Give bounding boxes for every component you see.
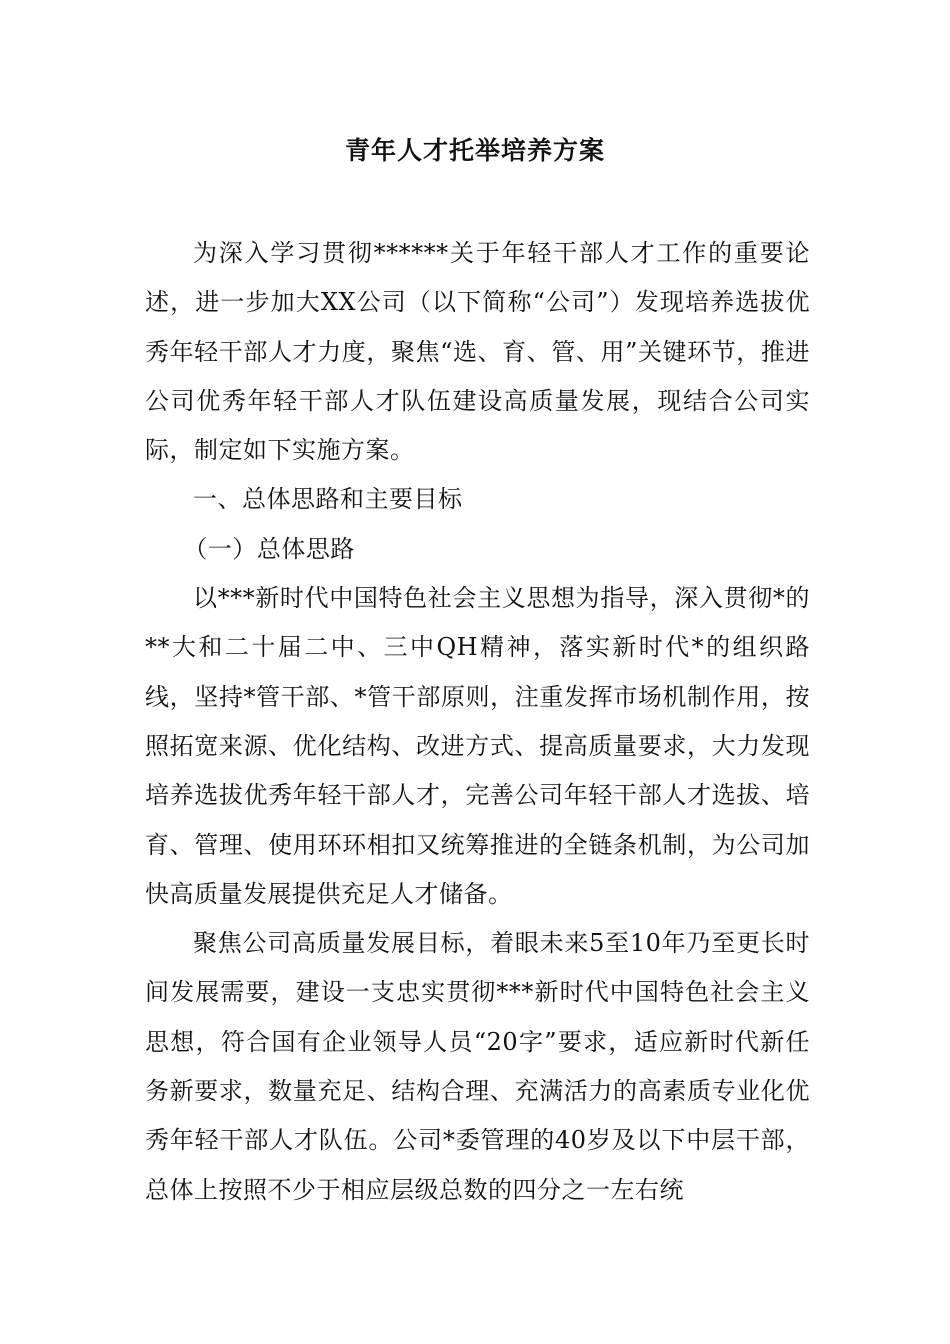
intro-paragraph: 为深入学习贯彻******关于年轻干部人才工作的重要论述，进一步加大XX公司（以下简称“公司”）发现培养选拔优秀年轻干部人才力度，聚焦“选、育、管、用”关键环节，推进公司优秀年轻干部人才队伍建设高质量发展，现结合公司实际，制定如下实施方案。 [145, 239, 810, 465]
document-title: 青年人才托举培养方案 [344, 136, 605, 165]
approach-paragraph: 以***新时代中国特色社会主义思想为指导，深入贯彻*的**大和二十届二中、三中QH精神，落实新时代*的组织路线，坚持*管干部、*管干部原则，注重发挥市场机制作用，按照拓宽来源、优化结构、改进方式、提高质量要求，大力发现培养选拔优秀年轻干部人才，完善公司年轻干部人才选拔、培育、管理、使用环环相扣又统筹推进的全链条机制，为公司加快高质量发展提供充足人才储备。 [145, 584, 810, 908]
document-body [145, 229, 810, 1215]
subsection-heading-approach: （一）总体思路 [183, 534, 355, 563]
goal-paragraph: 聚焦公司高质量发展目标，着眼未来5至10年乃至更长时间发展需要，建设一支忠实贯彻***新时代中国特色社会主义思想，符合国有企业领导人员“20字”要求，适应新时代新任务新要求，数量充足、结构合理、充满活力的高素质专业化优秀年轻干部人才队伍。公司*委管理的40岁及以下中层干部，总体上按照不少于相应层级总数的四分之一左右统 [145, 929, 810, 1204]
section-heading-overall: 一、总体思路和主要目标 [193, 485, 463, 514]
